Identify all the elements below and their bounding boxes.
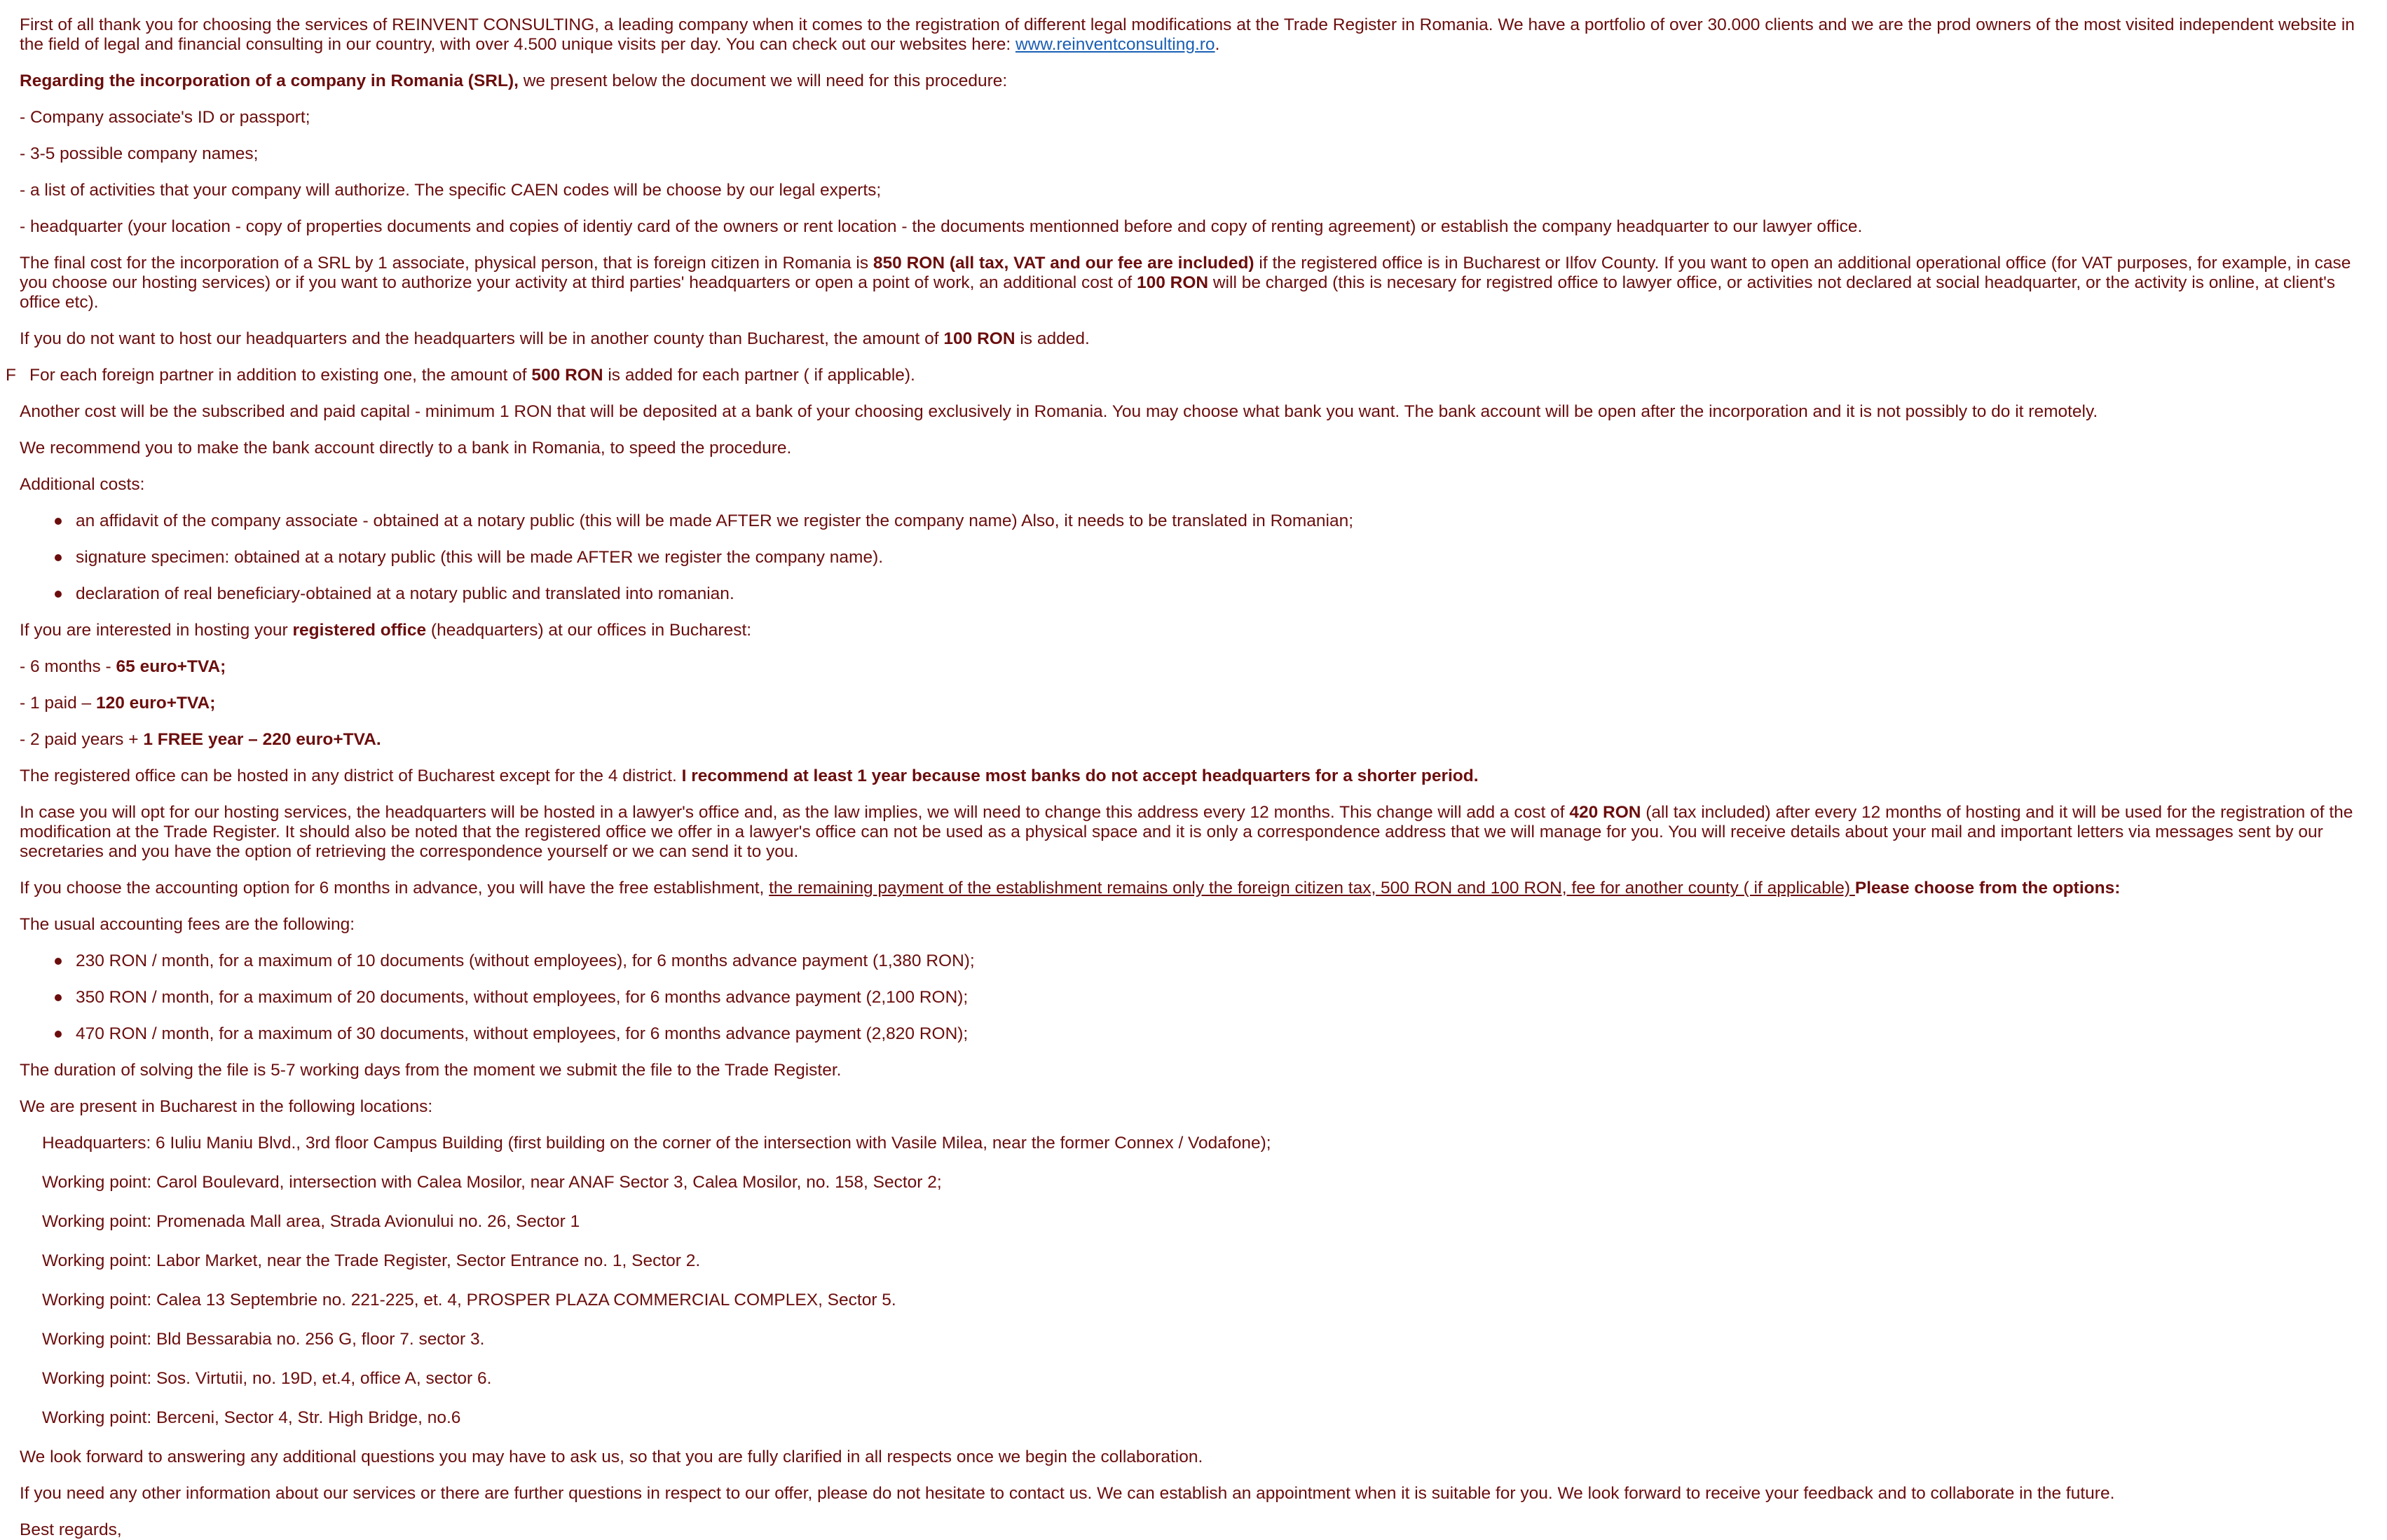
list-item-text: declaration of real beneficiary-obtained at a notary public and translated into romanian.: [76, 584, 734, 603]
stray-mark: F: [6, 366, 16, 385]
incorporation-paragraph: [20, 71, 2377, 91]
hosting-option: [20, 730, 2377, 750]
list-item-text: 230 RON / month, for a maximum of 10 documents (without employees), for 6 months advance payment (1,380 RON);: [76, 951, 975, 970]
document-item: - Company associate's ID or passport;: [20, 108, 310, 127]
list-item: [76, 584, 2377, 604]
bullet-icon: [55, 554, 62, 561]
bullet-icon: [55, 994, 62, 1001]
website-link[interactable]: www.reinventconsulting.ro: [1015, 35, 1215, 54]
incorporation-text: we present below the document we will need for this procedure:: [518, 71, 1008, 90]
list-item: [76, 511, 2377, 531]
incorporation-heading: Regarding the incorporation of a company in Romania (SRL),: [20, 71, 519, 90]
foreign-partner-text: For each foreign partner in addition to existing one, the amount of: [29, 366, 532, 385]
other-county-paragraph: [20, 329, 2377, 349]
other-county-text: is added.: [1015, 329, 1090, 348]
bullet-icon: [55, 958, 62, 965]
bank-recommend-paragraph: We recommend you to make the bank account directly to a bank in Romania, to speed the procedure.: [20, 439, 792, 458]
intro-paragraph: [20, 15, 2377, 55]
additional-costs-heading: Additional costs:: [20, 475, 145, 494]
district-text: The registered office can be hosted in any district of Bucharest except for the 4 district.: [20, 766, 682, 785]
list-item-text: an affidavit of the company associate - obtained at a notary public (this will be made AFTER we register the company name) Also, it needs to be translated in Romanian;: [76, 511, 1354, 530]
bullet-icon: [55, 591, 62, 598]
hosting-option: [20, 694, 2377, 713]
foreign-partner-text: is added for each partner ( if applicable).: [603, 366, 915, 385]
accounting-fees-list: [20, 951, 2377, 1044]
list-item-text: 350 RON / month, for a maximum of 20 documents, without employees, for 6 months advance payment (2,100 RON);: [76, 988, 969, 1007]
location-item: Working point: Sos. Virtutii, no. 19D, et.4, office A, sector 6.: [42, 1369, 492, 1388]
list-item: [76, 548, 2377, 568]
closing-paragraph: We look forward to answering any additional questions you may have to ask us, so that you are fully clarified in all respects once we begin the collaboration.: [20, 1448, 1203, 1466]
list-item: [76, 1024, 2377, 1044]
list-item-text: 470 RON / month, for a maximum of 30 documents, without employees, for 6 months advance payment (2,820 RON);: [76, 1024, 969, 1043]
document-item: - headquarter (your location - copy of properties documents and copies of identiy card of the owners or rent location - the documents mentionned before and copy of renting agreement) or establish the company headquarter to our lawyer office.: [20, 217, 1863, 236]
hosting-services-text: In case you will opt for our hosting services, the headquarters will be hosted in a lawyer's office and, as the law implies, we will need to change this address every 12 months. This change will add a cost of: [20, 803, 1570, 822]
hosting-option: [20, 657, 2377, 677]
location-item: Working point: Berceni, Sector 4, Str. High Bridge, no.6: [42, 1408, 461, 1427]
hosting-bold: registered office: [292, 621, 427, 640]
additional-office-cost: 100 RON: [1136, 273, 1209, 292]
intro-end: .: [1215, 35, 1220, 54]
duration-paragraph: The duration of solving the file is 5-7 working days from the moment we submit the file to the Trade Register.: [20, 1061, 842, 1080]
hosting-services-paragraph: [20, 803, 2377, 862]
accounting-option-paragraph: [20, 879, 2377, 898]
final-cost-text: if the registered office is in Bucharest or Ilfov County. If you want to open an additional operational office (for VAT purposes, for example, in case you choose our hosting services) or if you want to authorize your activity at third parties' headquarters or open a point of work, an additional cost of: [20, 254, 2351, 292]
document-item: - a list of activities that your company will authorize. The specific CAEN codes will be choose by our legal experts;: [20, 181, 882, 200]
hosting-option-price: 65 euro+TVA;: [116, 657, 226, 676]
location-item: Headquarters: 6 Iuliu Maniu Blvd., 3rd floor Campus Building (first building on the corner of the intersection with Vasile Milea, near the former Connex / Vodafone);: [42, 1134, 1271, 1153]
closing-paragraph: If you need any other information about our services or there are further questions in respect to our offer, please do not hesitate to contact us. We can establish an appointment when it is suitable for you. We look forward to receive your feedback and to collaborate in the future.: [20, 1484, 2115, 1503]
bullet-icon: [55, 1031, 62, 1038]
list-item: [76, 988, 2377, 1008]
other-county-amount: 100 RON: [943, 329, 1015, 348]
additional-costs-list: [20, 511, 2377, 604]
intro-text: First of all thank you for choosing the services of REINVENT CONSULTING, a leading company when it comes to the registration of different legal modifications at the Trade Register in Romania. We have a portfolio of over 30.000 clients and we are the prod owners of the most visited independent website in the field of legal and financial consulting in our country, with over 4.500 unique visits per day. You can check out our websites here:: [20, 15, 2355, 54]
foreign-partner-paragraph: [6, 366, 2377, 385]
accounting-option-prompt: Please choose from the options:: [1854, 879, 2121, 898]
foreign-partner-amount: 500 RON: [531, 366, 603, 385]
location-item: Working point: Labor Market, near the Trade Register, Sector Entrance no. 1, Sector 2.: [42, 1251, 701, 1270]
bullet-icon: [55, 518, 62, 525]
location-item: Working point: Promenada Mall area, Strada Avionului no. 26, Sector 1: [42, 1212, 580, 1231]
capital-paragraph: Another cost will be the subscribed and paid capital - minimum 1 RON that will be deposited at a bank of your choosing exclusively in Romania. You may choose what bank you want. The bank account will be open after the incorporation and it is not possibly to do it remotely.: [20, 402, 2098, 421]
final-cost-text: The final cost for the incorporation of a SRL by 1 associate, physical person, that is foreign citizen in Romania is: [20, 254, 873, 273]
hosting-option-label: - 6 months -: [20, 657, 116, 676]
hosting-option-label: - 1 paid –: [20, 694, 96, 713]
district-paragraph: [20, 766, 2377, 786]
location-item: Working point: Calea 13 Septembrie no. 221-225, et. 4, PROSPER PLAZA COMMERCIAL COMPLEX, Sector 5.: [42, 1291, 896, 1309]
location-item: Working point: Bld Bessarabia no. 256 G, floor 7. sector 3.: [42, 1330, 485, 1349]
signoff: Best regards,: [20, 1520, 122, 1539]
other-county-text: If you do not want to host our headquarters and the headquarters will be in another county than Bucharest, the amount of: [20, 329, 944, 348]
final-cost-amount: 850 RON (all tax, VAT and our fee are included): [873, 254, 1254, 273]
accounting-option-underlined: the remaining payment of the establishment remains only the foreign citizen tax, 500 RON and 100 RON, fee for another county ( if applicable): [769, 879, 1855, 898]
final-cost-paragraph: [20, 254, 2377, 312]
final-cost-text: will be charged (this is necesary for registred office to lawyer office, or activities not declared at social headquarter, or the activity is online, at client's office etc).: [20, 273, 2336, 312]
accounting-fees-heading: The usual accounting fees are the following:: [20, 915, 355, 934]
hosting-option-price: 120 euro+TVA;: [95, 694, 216, 713]
address-change-cost: 420 RON: [1569, 803, 1641, 822]
hosting-option-price: 1 FREE year – 220 euro+TVA.: [143, 730, 381, 749]
accounting-option-text: If you choose the accounting option for 6 months in advance, you will have the free establishment,: [20, 879, 770, 898]
locations-heading: We are present in Bucharest in the following locations:: [20, 1097, 433, 1116]
hosting-text: If you are interested in hosting your: [20, 621, 293, 640]
hosting-paragraph: [20, 621, 2377, 640]
hosting-text: (headquarters) at our offices in Bucharest:: [426, 621, 752, 640]
list-item-text: signature specimen: obtained at a notary public (this will be made AFTER we register the company name).: [76, 548, 884, 567]
district-recommendation: I recommend at least 1 year because most banks do not accept headquarters for a shorter period.: [681, 766, 1479, 785]
hosting-option-label: - 2 paid years +: [20, 730, 144, 749]
document-item: - 3-5 possible company names;: [20, 144, 259, 163]
list-item: [76, 951, 2377, 971]
hosting-services-text: (all tax included) after every 12 months of hosting and it will be used for the registration of the modification at the Trade Register. It should also be noted that the registered office we offer in a lawyer's office can not be used as a physical space and it is only a correspondence address that we will manage for you. You will receive details about your mail and important letters via messages sent by our secretaries and you have the option of retrieving the correspondence yourself or we can send it to you.: [20, 803, 2353, 861]
location-item: Working point: Carol Boulevard, intersection with Calea Mosilor, near ANAF Sector 3, Calea Mosilor, no. 158, Sector 2;: [42, 1173, 942, 1192]
